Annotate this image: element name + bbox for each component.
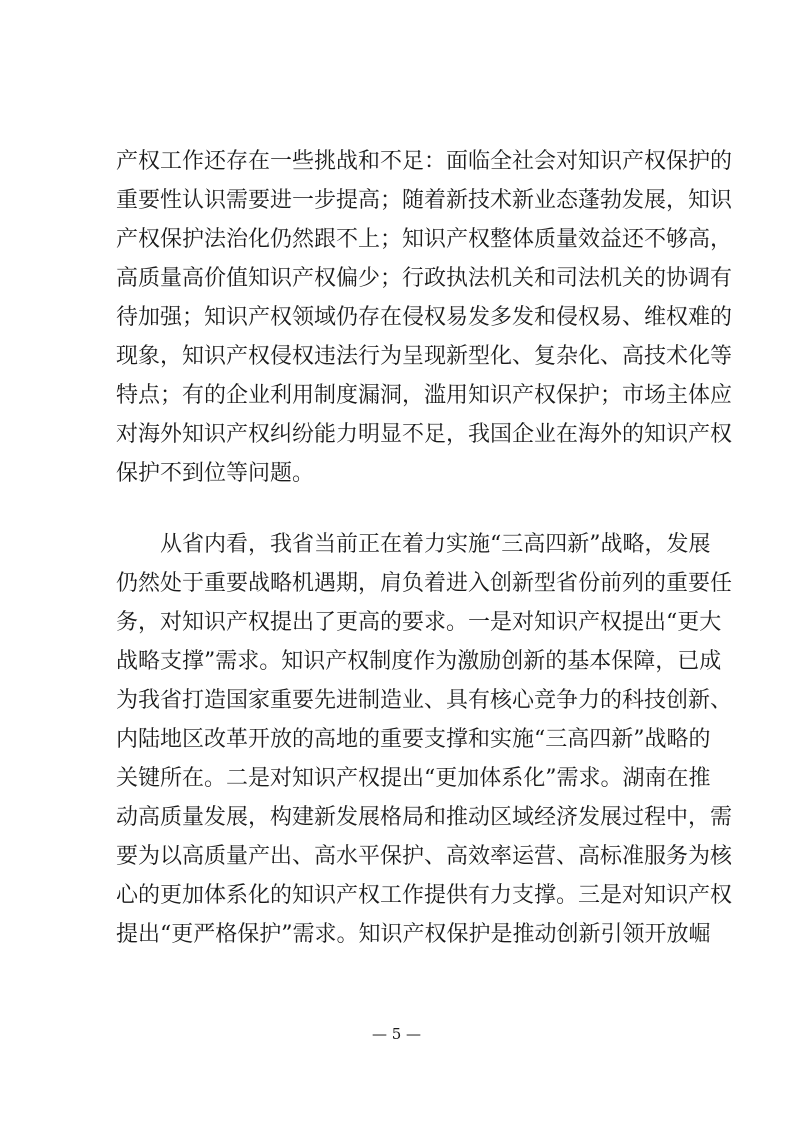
paragraph-2-line-1: 从省内看，我省当前正在着力实施“三高四新”战略，发展 <box>160 532 711 557</box>
paragraph-1-line-7: 特点；有的企业利用制度漏洞，滥用知识产权保护；市场主体应 <box>116 383 733 408</box>
paragraph-1-line-1: 产权工作还存在一些挑战和不足：面临全社会对知识产权保护的 <box>116 149 733 174</box>
paragraph-2-line-11: 提出“更严格保护”需求。知识产权保护是推动创新引领开放崛 <box>116 922 711 947</box>
paragraph-1-line-9: 保护不到位等问题。 <box>116 461 315 486</box>
paragraph-1-line-3: 产权保护法治化仍然跟不上；知识产权整体质量效益还不够高， <box>116 227 733 252</box>
paragraph-2-line-8: 动高质量发展，构建新发展格局和推动区域经济发展过程中，需 <box>116 805 733 830</box>
paragraph-2-line-5: 为我省打造国家重要先进制造业、具有核心竞争力的科技创新、 <box>116 688 733 713</box>
paragraph-1-line-8: 对海外知识产权纠纷能力明显不足，我国企业在海外的知识产权 <box>116 422 733 447</box>
paragraph-1-line-6: 现象，知识产权侵权违法行为呈现新型化、复杂化、高技术化等 <box>116 344 733 369</box>
paragraph-1-line-2: 重要性认识需要进一步提高；随着新技术新业态蓬勃发展，知识 <box>116 188 733 213</box>
paragraph-1-line-4: 高质量高价值知识产权偏少；行政执法机关和司法机关的协调有 <box>116 266 733 291</box>
paragraph-2-line-10: 心的更加体系化的知识产权工作提供有力支撑。三是对知识产权 <box>116 883 733 908</box>
paragraph-2-line-6: 内陆地区改革开放的高地的重要支撑和实施“三高四新”战略的 <box>116 727 711 752</box>
paragraph-2-line-3: 务，对知识产权提出了更高的要求。一是对知识产权提出“更大 <box>116 610 722 635</box>
paragraph-2-line-2: 仍然处于重要战略机遇期，肩负着进入创新型省份前列的重要任 <box>116 571 733 596</box>
paragraph-1-line-5: 待加强；知识产权领域仍存在侵权易发多发和侵权易、维权难的 <box>116 305 733 330</box>
paragraph-2-line-9: 要为以高质量产出、高水平保护、高效率运营、高标准服务为核 <box>116 844 733 869</box>
page-number: — 5 — <box>371 1025 422 1043</box>
paragraph-2-line-7: 关键所在。二是对知识产权提出“更加体系化”需求。湖南在推 <box>116 766 711 791</box>
paragraph-2-line-4: 战略支撑”需求。知识产权制度作为激励创新的基本保障，已成 <box>116 649 722 674</box>
